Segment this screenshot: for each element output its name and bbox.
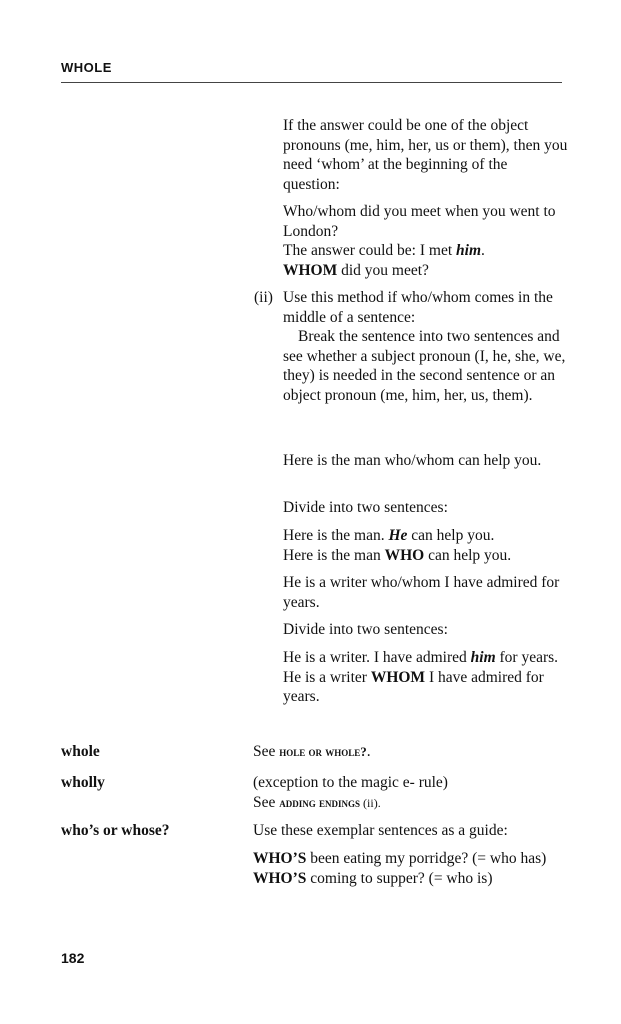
example-line: .	[481, 242, 485, 259]
bold-keyword: WHOM	[370, 668, 426, 686]
running-header: WHOLE	[61, 60, 112, 75]
see-label: See	[253, 743, 280, 760]
item-number: (ii)	[254, 289, 273, 306]
cross-reference-link[interactable]: hole or whole?	[279, 744, 367, 759]
entry-term-whos: who’s or whose?	[61, 822, 170, 839]
entry-note: (exception to the magic e- rule)	[253, 774, 448, 791]
divide-instruction: Divide into two sentences:	[283, 621, 448, 638]
example-line: Here is the man.	[283, 527, 389, 544]
item-ii-explanation: Break the sentence into two sentences and see whether a subject pronoun (I, he, she, we, they) is needed in the second sentence or an object pronoun (me, him, her, us, them).	[283, 328, 566, 404]
example-line: I have admired for years.	[283, 668, 544, 705]
bold-keyword: WHO’S	[253, 869, 307, 887]
punctuation: .	[366, 743, 371, 760]
page-number: 182	[61, 950, 85, 966]
item-ii-text: Use this method if who/whom comes in the middle of a sentence:	[283, 289, 553, 326]
example-3-split	[283, 648, 568, 707]
bold-keyword: WHO’S	[253, 850, 307, 867]
example-line: can help you.	[424, 546, 512, 564]
divide-instruction: Divide into two sentences:	[283, 499, 448, 516]
example-2-split	[283, 526, 568, 565]
example-line: He is a writer	[283, 668, 371, 686]
emphasis: him	[456, 242, 482, 259]
example-line: Who/whom did you meet when you went to London?	[283, 203, 556, 240]
bold-keyword: WHO	[384, 546, 425, 564]
example-line: for years.	[495, 649, 559, 666]
example-line: been eating my porridge? (= who has)	[306, 850, 547, 867]
entry-whole-see	[253, 742, 568, 762]
header-rule	[61, 82, 562, 83]
example-line: can help you.	[407, 527, 495, 544]
example-line: did you meet?	[337, 261, 429, 279]
whom-paragraph: If the answer could be one of the object pronouns (me, him, her, us or them), then you need ‘whom’ at the beginning of the question:	[283, 117, 568, 193]
example-whom-1	[283, 202, 568, 280]
example-line: The answer could be: I met	[283, 242, 457, 259]
reference-suffix: (ii).	[360, 795, 381, 810]
entry-term-wholly: wholly	[61, 774, 105, 791]
emphasis: He	[388, 527, 408, 544]
entry-term-whole: whole	[61, 743, 100, 760]
cross-reference-link[interactable]: adding endings	[279, 794, 361, 810]
bold-keyword: WHOM	[283, 261, 338, 279]
example-2: Here is the man who/whom can help you.	[283, 452, 542, 469]
example-line: coming to supper? (= who is)	[306, 869, 493, 887]
entry-whos-examples	[253, 849, 568, 888]
example-line: Here is the man	[283, 546, 385, 564]
entry-wholly-body	[253, 773, 568, 813]
example-line: He is a writer. I have admired	[283, 649, 471, 666]
example-3: He is a writer who/whom I have admired for years.	[283, 574, 560, 611]
see-label: See	[253, 793, 280, 811]
entry-whos-intro: Use these exemplar sentences as a guide:	[253, 822, 508, 839]
emphasis: him	[470, 649, 496, 666]
